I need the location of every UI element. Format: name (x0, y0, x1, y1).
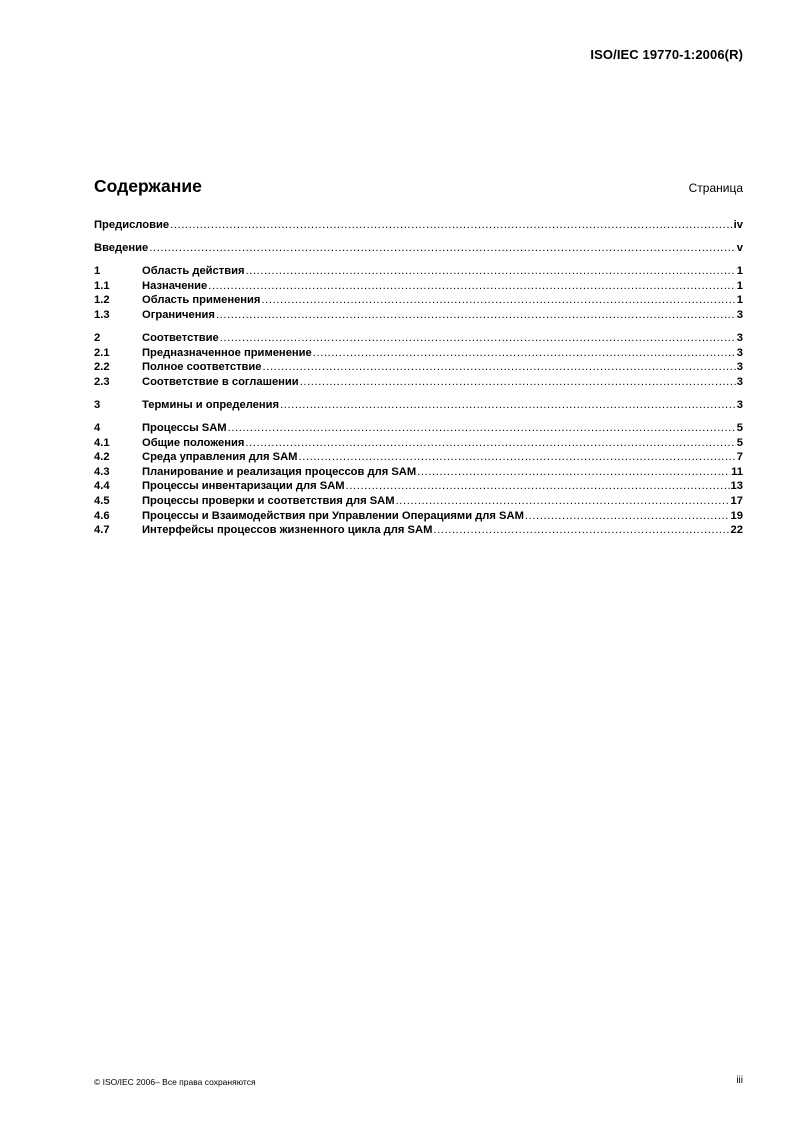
toc-entry-page: 7 (736, 451, 743, 464)
toc-entry-number: 3 (94, 398, 101, 411)
toc-entry[interactable] (94, 346, 743, 361)
toc-dot-leader (299, 450, 736, 465)
toc-entry-title: Интерфейсы процессов жизненного цикла для SAM (142, 524, 433, 537)
footer-copyright: © ISO/IEC 2006– Все права сохраняются (94, 1077, 256, 1087)
toc-dot-leader (263, 360, 736, 375)
toc-entry[interactable] (94, 479, 743, 494)
toc-dot-leader (245, 436, 735, 451)
toc-entry-title: Ограничения (142, 308, 215, 321)
toc-entry-number: 4.7 (94, 524, 110, 537)
toc-entry-title: Назначение (142, 279, 208, 292)
toc-dot-leader (346, 479, 730, 494)
toc-entry-number: 4.6 (94, 509, 110, 522)
toc-dot-leader (170, 218, 733, 233)
toc-entry[interactable] (94, 331, 743, 346)
toc-entry-number: 4.5 (94, 495, 110, 507)
toc-entry-title: Термины и определения (142, 398, 280, 411)
toc-entry-title: Процессы инвентаризации для SAM (142, 480, 345, 493)
toc-entry[interactable] (94, 494, 743, 509)
toc-entry-page: 3 (736, 332, 743, 345)
toc-dot-leader (313, 346, 736, 361)
toc-dot-leader (228, 421, 736, 436)
toc-entry-number: 2.2 (94, 361, 110, 374)
toc-entry-page: 13 (730, 480, 743, 493)
toc-entry-title: Область действия (142, 265, 245, 278)
toc-entry-number: 1 (94, 265, 101, 278)
toc-dot-leader (433, 523, 729, 538)
footer-page-number: iii (736, 1075, 743, 1086)
toc-entry[interactable] (94, 375, 743, 390)
document-code: ISO/IEC 19770-1:2006(R) (590, 47, 743, 62)
toc-entry-number: 2 (94, 332, 101, 345)
toc-entry-page: 5 (736, 422, 743, 435)
toc-entry[interactable] (94, 293, 743, 308)
toc-dot-leader (280, 398, 736, 413)
toc-entry-page: 1 (736, 265, 743, 278)
toc-entry-title: Соответствие в соглашении (142, 375, 299, 388)
toc-entry[interactable] (94, 523, 743, 538)
toc-dot-leader (208, 279, 735, 294)
toc-entry-number: 1.2 (94, 294, 110, 307)
toc-entry-page: 3 (736, 361, 743, 374)
toc-entry[interactable] (94, 465, 743, 480)
toc-entry-title: Предназначенное применение (142, 346, 312, 359)
toc-dot-leader (220, 331, 736, 346)
toc-entry-page: 17 (730, 495, 743, 507)
toc-entry-title: Полное соответствие (142, 361, 262, 374)
toc-entry-title: Соответствие (142, 332, 219, 345)
toc-entry-page: 3 (736, 308, 743, 321)
toc-entry[interactable] (94, 241, 743, 256)
toc-entry-page: iv (733, 219, 743, 231)
toc-entry-title: Общие положения (142, 436, 245, 449)
toc-entry-title: Процессы SAM (142, 422, 227, 435)
toc-entry-number: 4.1 (94, 436, 110, 449)
toc-entry-title: Среда управления для SAM (142, 451, 298, 464)
toc-entry[interactable] (94, 360, 743, 375)
toc-entry-number: 4.2 (94, 451, 110, 464)
toc-entry-page: 19 (730, 509, 743, 522)
toc-entry-number: 1.3 (94, 308, 110, 321)
toc-entry-title: Процессы и Взаимодействия при Управлении Операциями для SAM (142, 509, 524, 522)
toc-entry-page: 3 (736, 375, 743, 388)
toc-entry-number: 2.1 (94, 346, 110, 359)
page-column-label: Страница (688, 181, 743, 195)
toc-entry[interactable] (94, 308, 743, 323)
toc-entry-page: 1 (736, 279, 743, 292)
toc-entry-page: 5 (736, 436, 743, 449)
toc-entry[interactable] (94, 264, 743, 279)
toc-heading (94, 176, 743, 197)
toc-entry[interactable] (94, 509, 743, 524)
toc-dot-leader (525, 509, 730, 524)
toc-entry-title: Введение (94, 242, 149, 255)
toc-entry[interactable] (94, 436, 743, 451)
toc-entry-number: 2.3 (94, 375, 110, 388)
toc-entry-page: 11 (731, 465, 743, 478)
toc-entry-number: 4 (94, 422, 101, 435)
toc-dot-leader (300, 375, 736, 390)
toc-entry[interactable] (94, 398, 743, 413)
toc-dot-leader (417, 465, 730, 480)
table-of-contents (94, 218, 743, 538)
toc-dot-leader (246, 264, 736, 279)
toc-entry-number: 4.4 (94, 480, 110, 493)
toc-dot-leader (396, 494, 730, 509)
toc-entry[interactable] (94, 421, 743, 436)
toc-entry[interactable] (94, 450, 743, 465)
toc-dot-leader (149, 241, 736, 256)
toc-entry-page: 3 (736, 398, 743, 411)
toc-entry-title: Область применения (142, 294, 261, 307)
toc-entry-page: 3 (736, 346, 743, 359)
toc-entry-title: Предисловие (94, 219, 170, 231)
toc-entry-title: Планирование и реализация процессов для SAM (142, 465, 417, 478)
toc-entry-title: Процессы проверки и соответствия для SAM (142, 495, 395, 507)
toc-entry-page: 22 (730, 524, 743, 537)
toc-entry-page: v (736, 242, 743, 255)
toc-entry[interactable] (94, 279, 743, 294)
toc-entry-number: 1.1 (94, 279, 110, 292)
toc-entry-page: 1 (736, 294, 743, 307)
toc-entry-number: 4.3 (94, 465, 110, 478)
toc-dot-leader (216, 308, 736, 323)
toc-title: Содержание (94, 176, 202, 196)
toc-entry[interactable] (94, 218, 743, 233)
toc-dot-leader (261, 293, 735, 308)
